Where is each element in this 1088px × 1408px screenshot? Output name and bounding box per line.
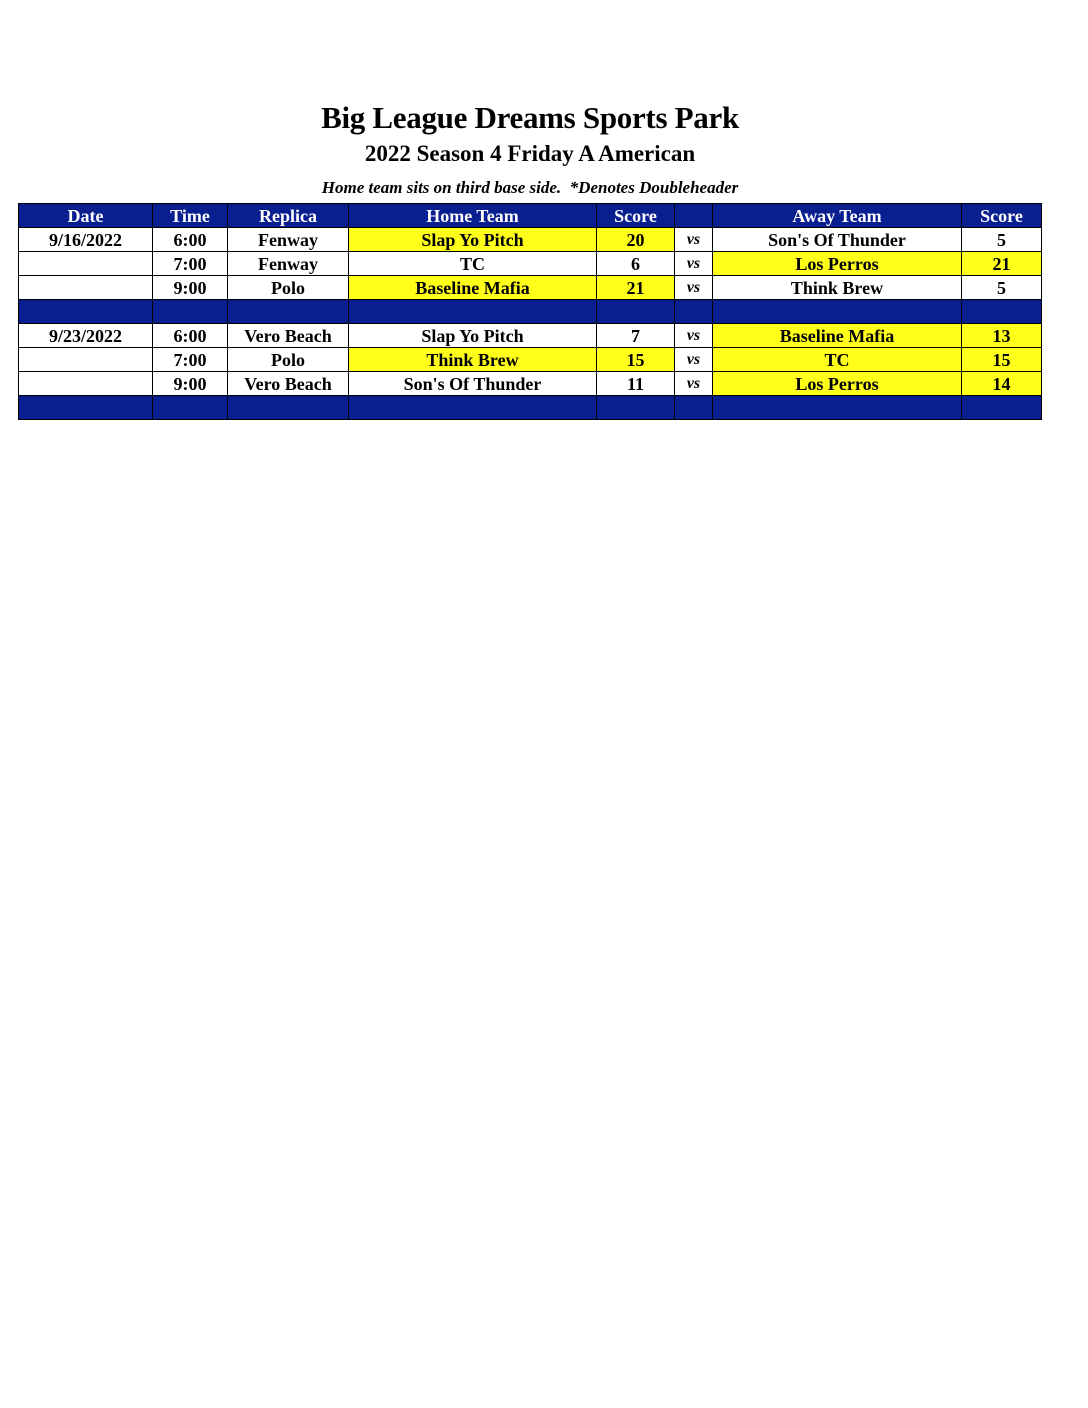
spacer-cell [19,300,153,324]
column-header-date: Date [19,204,153,228]
cell-time: 7:00 [153,252,228,276]
cell-replica: Fenway [228,252,349,276]
cell-home-team: Baseline Mafia [349,276,597,300]
cell-time: 9:00 [153,276,228,300]
table-row [19,252,1042,276]
cell-vs: vs [675,372,713,396]
cell-home-team: TC [349,252,597,276]
cell-home-score: 6 [597,252,675,276]
cell-vs: vs [675,276,713,300]
spacer-cell [153,300,228,324]
cell-replica: Polo [228,348,349,372]
cell-date [19,276,153,300]
cell-away-score: 14 [962,372,1042,396]
cell-home-score: 20 [597,228,675,252]
cell-home-team: Son's Of Thunder [349,372,597,396]
table-row [19,348,1042,372]
cell-home-score: 7 [597,324,675,348]
spacer-cell [962,300,1042,324]
table-row [19,276,1042,300]
spacer-cell [349,300,597,324]
cell-replica: Polo [228,276,349,300]
cell-away-score: 5 [962,228,1042,252]
cell-away-team: Los Perros [713,252,962,276]
schedule-note: Home team sits on third base side. *Denotes Doubleheader [321,178,739,197]
cell-away-score: 15 [962,348,1042,372]
cell-away-score: 13 [962,324,1042,348]
cell-vs: vs [675,348,713,372]
spacer-cell [228,396,349,420]
cell-replica: Fenway [228,228,349,252]
column-header-time: Time [153,204,228,228]
cell-home-team: Think Brew [349,348,597,372]
cell-time: 6:00 [153,228,228,252]
cell-away-team: Think Brew [713,276,962,300]
cell-replica: Vero Beach [228,372,349,396]
spacer-cell [675,300,713,324]
spacer-cell [597,300,675,324]
cell-replica: Vero Beach [228,324,349,348]
cell-vs: vs [675,252,713,276]
cell-away-score: 5 [962,276,1042,300]
column-header-replica: Replica [228,204,349,228]
spacer-cell [349,396,597,420]
cell-away-score: 21 [962,252,1042,276]
spacer-cell [675,396,713,420]
cell-date [19,348,153,372]
table-row [19,372,1042,396]
cell-vs: vs [675,228,713,252]
column-header-home-score: Score [597,204,675,228]
cell-vs: vs [675,324,713,348]
spacer-cell [597,396,675,420]
cell-time: 6:00 [153,324,228,348]
cell-home-score: 15 [597,348,675,372]
spacer-cell [228,300,349,324]
cell-home-team: Slap Yo Pitch [349,324,597,348]
cell-date [19,252,153,276]
table-row [19,228,1042,252]
spacer-cell [962,396,1042,420]
cell-home-score: 11 [597,372,675,396]
cell-time: 7:00 [153,348,228,372]
column-header-vs [675,204,713,228]
cell-away-team: Baseline Mafia [713,324,962,348]
cell-date: 9/16/2022 [19,228,153,252]
spacer-cell [153,396,228,420]
column-header-away-team: Away Team [713,204,962,228]
spacer-row [19,300,1042,324]
page-title: Big League Dreams Sports Park [321,100,739,135]
column-header-home-team: Home Team [349,204,597,228]
schedule-table [18,203,1042,420]
spacer-cell [19,396,153,420]
cell-away-team: Son's Of Thunder [713,228,962,252]
cell-date [19,372,153,396]
cell-date: 9/23/2022 [19,324,153,348]
table-row [19,324,1042,348]
page-subtitle: 2022 Season 4 Friday A American [364,141,696,166]
cell-home-team: Slap Yo Pitch [349,228,597,252]
spacer-row [19,396,1042,420]
spacer-cell [713,300,962,324]
cell-home-score: 21 [597,276,675,300]
column-header-away-score: Score [962,204,1042,228]
header-row [19,204,1042,228]
cell-away-team: Los Perros [713,372,962,396]
spacer-cell [713,396,962,420]
cell-time: 9:00 [153,372,228,396]
cell-away-team: TC [713,348,962,372]
